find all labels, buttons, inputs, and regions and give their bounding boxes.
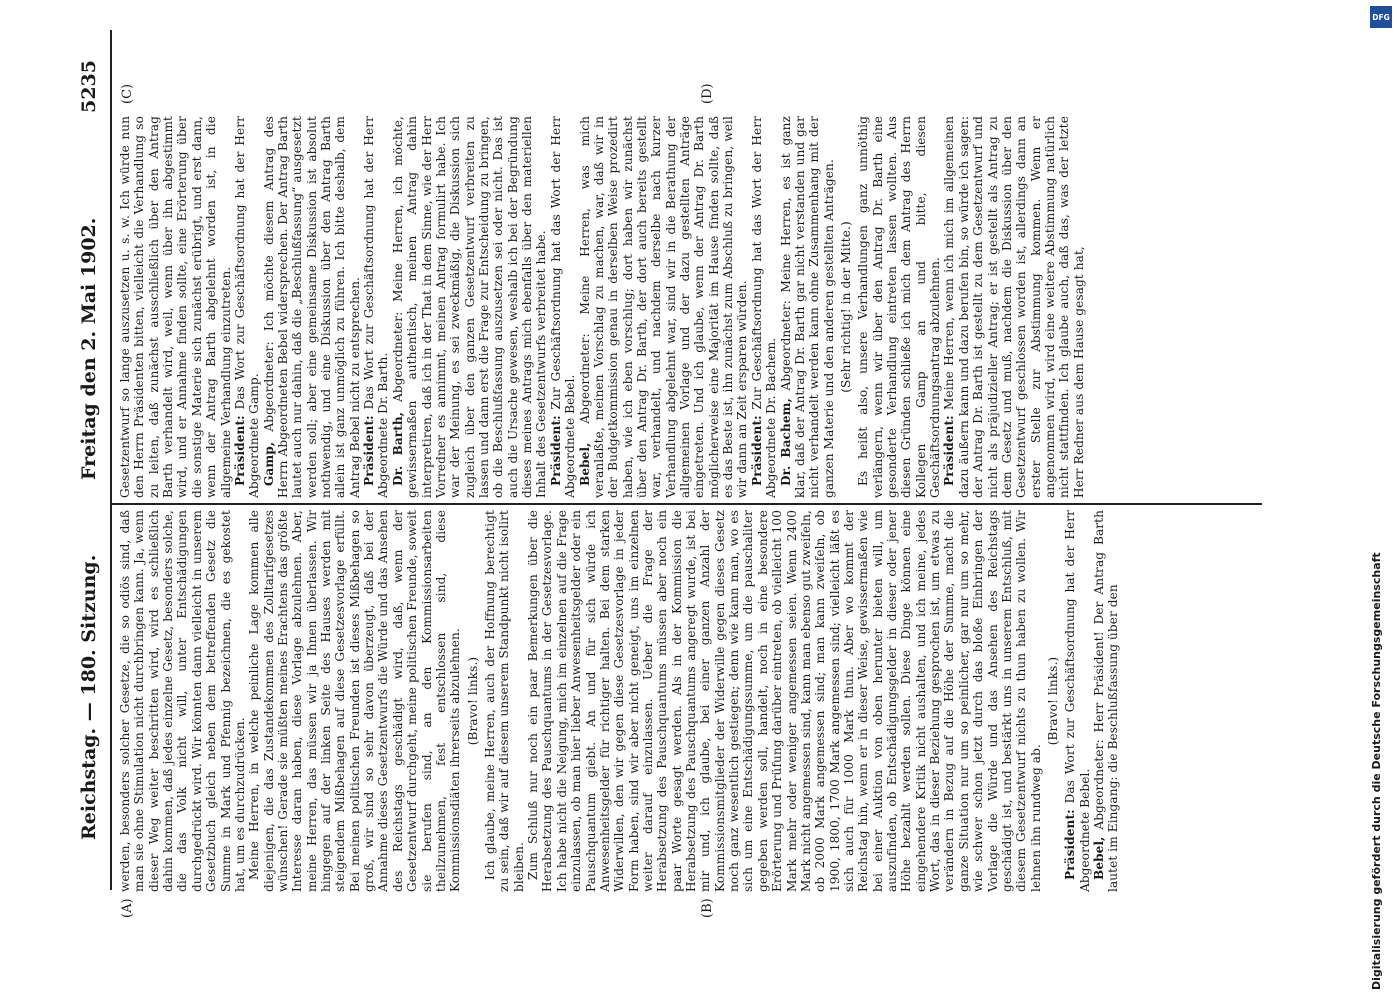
speaker-name: Dr. Bachem,	[778, 398, 793, 486]
paragraph	[839, 116, 853, 498]
margin-marker-c: (C)	[120, 83, 135, 104]
header-session-title: Reichstag. — 180. Sitzung.	[78, 554, 100, 840]
right-column	[118, 116, 1266, 498]
page-number: 5235	[78, 60, 100, 113]
paragraph-text: Ich glaube, meine Herren, auch der Hoffnung berechtigt zu sein, daß wir auf diesem unserem Standpunkt nicht isolirt bleiben.	[482, 510, 526, 892]
digitization-credit: Digitalisierung gefördert durch die Deutsche Forschungsgemeinschaft	[1370, 552, 1383, 990]
paragraph	[118, 116, 233, 498]
paragraph-text: (Bravo! links.)	[465, 656, 480, 746]
paragraph	[856, 116, 942, 498]
speaker-name: Präsident:	[548, 415, 563, 486]
speaker-name: Präsident:	[232, 415, 247, 486]
paragraph-text: Das Wort zur Geschäftsordnung hat der Herr Abgeordnete Dr. Barth.	[362, 116, 391, 498]
margin-marker-b: (B)	[700, 898, 715, 918]
left-column	[118, 510, 1266, 892]
paragraph-text: Es heißt also, unsere Verhandlungen ganz unnöthig verlängern, wenn wir über den Antrag Dr. Barth eine gesonderte Verhandlung eintreten lassen wollten. Aus diesen Gründen schließe ich mich dem Antrag des Herrn Kollegen Gamp an und bitte, diesen Geschäftsordnungsantrag abzulehnen.	[856, 116, 943, 498]
paragraph-text: Abgeordneter: Herr Präsident! Der Antrag Barth lautet im Eingang: die Beschlußfassung über den	[1092, 510, 1121, 892]
paragraph	[118, 510, 247, 892]
speaker-name: Gamp,	[261, 441, 276, 486]
paragraph	[1063, 510, 1092, 892]
paragraph-text: Abgeordneter: Ich möchte diesem Antrag des Herrn Abgeordneten Bebel widersprechen. Der Antrag Barth lautet auch nur dahin, daß die „Beschlußfassung“ ausgesetzt werden soll; aber eine gemeinsame Diskussion ist absolut nothwendig, und eine Diskussion über den Antrag Barth allein ist ganz unmöglich zu führen. Ich bitte deshalb, dem Antrag Bebel nicht zu entsprechen.	[261, 116, 362, 498]
paragraph	[942, 116, 1086, 498]
paragraph	[750, 116, 779, 498]
speaker-name: Präsident:	[749, 415, 764, 486]
margin-marker-d: (D)	[700, 83, 715, 104]
speaker-name: Dr. Barth,	[390, 411, 405, 486]
header-date: Freitag den 2. Mai 1902.	[78, 217, 100, 480]
paragraph	[466, 510, 480, 892]
paragraph-text: Meine Herren, wenn ich mich im allgemeinen dazu äußern kann und dazu berufen bin, so würde ich sagen: der Antrag Dr. Barth ist gestellt zu dem Gesetzentwurf und nicht als präjudizieller Antrag; er ist gestellt als Antrag zu dem Gesetz und muß, nachdem die Diskussion über den Gesetzentwurf geschlossen worden ist, allerdings dann an erster Stelle zur Abstimmung kommen. Wenn er angenommen wird, wird eine weitere Abstimmung natürlich nicht stattfinden. Ich glaube auch, daß das, was der letzte Herr Redner aus dem Hause gesagt hat,	[942, 116, 1086, 498]
paragraph	[578, 116, 750, 498]
paragraph	[247, 510, 462, 892]
paragraph-text: Abgeordneter: Meine Herren, ich möchte, gewissermaßen authentisch, meinen Antrag dahin interpretiren, daß ich in der That in dem Sinne, wie der Herr Vorredner es annimmt, meinen Antrag formulirt habe. Ich war der Meinung, es sei zweckmäßig, die Diskussion sich zugleich über den ganzen Gesetzentwurf verbreiten zu lassen und dann erst die Frage zur Entscheidung zu bringen, ob die Beschlußfassung auszusetzen sei oder nicht. Das ist auch die Ursache gewesen, weshalb ich bei der Begründung dieses meines Antrags mich ebenfalls über den materiellen Inhalt des Gesetzentwurfs verbreitet habe.	[390, 116, 549, 498]
page-header	[78, 40, 118, 960]
paragraph	[483, 510, 526, 892]
paragraph-text: Das Wort zur Geschäftsordnung hat der Herr Abgeordnete Gamp.	[232, 116, 262, 498]
paragraph-text: Abgeordneter: Meine Herren, es ist ganz klar, daß der Antrag Dr. Barth gar nicht verstanden und gar nicht verhandelt werden kann ohne Zusammenhang mit der ganzen Materie und den anderen gestellten Anträgen.	[778, 116, 836, 498]
column-divider	[112, 503, 1262, 505]
paragraph-text: Meine Herren, in welche peinliche Lage kommen alle diejenigen, die das Zustandekommen des Zolltarifgesetzes wünschen! Gerade sie müßten meines Erachtens das größte Interesse daran haben, diese Vorlage abzulehnen. Aber, meine Herren, das müssen wir ja Ihnen überlassen. Wir hingegen auf der linken Seite des Hauses werden mit steigendem Mißbehagen auf diese Gesetzesvorlage erfüllt. Bei meinen politischen Freunden ist dieses Mißbehagen so groß, wir sind so sehr davon überzeugt, daß bei der Annahme dieses Gesetzentwurfs die Würde und das Ansehen des Reichstags geschädigt wird, daß, wenn der Gesetzentwurf durchgeht, meine politischen Freunde, soweit sie berufen sind, an den Kommissionsarbeiten theilzunehmen, fest entschlossen sind, diese Kommissionsdiäten ihrerseits abzulehnen.	[247, 510, 463, 892]
paragraph	[391, 116, 549, 498]
paragraph-text: Zur Geschäftsordnung hat das Wort der Herr Abgeordnete Bebel.	[548, 116, 578, 498]
header-rule	[110, 30, 112, 890]
margin-marker-a: (A)	[120, 898, 135, 918]
paragraph-text: Gesetzentwurf so lange auszusetzen u. s. w. Ich würde nun den Herrn Präsidenten bitten, vielleicht die Verhandlung so zu leiten, daß zunächst ausschließlich über den Antrag Barth verhandelt wird, weil, wenn über ihn abgestimmt wird, und er Annahme finden sollte, eine Erörterung über die sonstige Materie sich zunächst erübrigt, und erst dann, wenn der Antrag Barth abgelehnt worden ist, in die allgemeine Verhandlung einzutreten.	[118, 116, 233, 498]
paragraph	[779, 116, 836, 498]
paragraph-text: Abgeordneter: Meine Herren, was mich veranlaßte, meinen Vorschlag zu machen, war, daß wir in der Budgetkommission genau in derselben Weise prozedirt haben, wie ich eben vorschlug; dort haben wir zunächst über den Antrag Dr. Barth, der dort auch bereits gestellt war, verhandelt, und nachdem derselbe nach kurzer Verhandlung abgelehnt war, sind wir in die Berathung der allgemeinen Vorlage und der dazu gestellten Anträge eingetreten. Und ich glaube, wenn der Antrag Dr. Barth möglicherweise eine Majorität im Hause finden sollte, daß es das Beste ist, ihn zunächst zum Abschluß zu bringen, weil wir dann an Zeit ersparen würden.	[577, 116, 750, 498]
paragraph	[362, 116, 391, 498]
speaker-name: Präsident:	[1063, 809, 1078, 880]
paragraph-text: Zur Geschäftsordnung hat das Wort der Herr Abgeordnete Dr. Bachem.	[749, 116, 779, 498]
paragraph-text: (Bravo! links.)	[1046, 656, 1060, 746]
paragraph	[262, 116, 363, 498]
paragraph	[1092, 510, 1121, 892]
paragraph	[549, 116, 578, 498]
paragraph-text: Zum Schluß nur noch ein paar Bemerkungen über die Herabsetzung des Pauschquantums in der Gesetzesvorlage. Ich habe nicht die Neigung, mich im einzelnen auf die Frage einzulassen, ob man hier lieber Anwesenheitsgelder oder ein Pauschquantum giebt. An und für sich würde ich Anwesenheitsgelder für richtiger halten. Bei dem starken Widerwillen, den wir gegen diese Gesetzesvorlage in jeder Form haben, sind wir aber nicht geneigt, uns im einzelnen weiter darauf einzulassen. Ueber die Frage der Herabsetzung des Pauschquantums müssen aber noch ein paar Worte gesagt werden. Als in der Kommission die Herabsetzung des Pauschquantums angeregt wurde, ist bei mir und, ich glaube, bei einer ganzen Anzahl der Kommissionsmitglieder der Widerwille gegen dieses Gesetz noch ganz wesentlich gestiegen; denn wie kann man, wo es sich um eine Entschädigungssumme, um die pauschaliter gegeben werden soll, handelt, noch in eine besondere Erörterung und Prüfung darüber eintreten, ob vielleicht 100 Mark mehr oder weniger angemessen seien. Wenn 2400 Mark nicht angemessen sind, kann man ebenso gut zweifeln, ob 2000 Mark angemessen sind; man kann zweifeln, ob 1900, 1800, 1700 Mark angemessen sind; vielleicht läßt es sich auch für 1000 Mark thun. Aber wo kommt der Reichstag hin, wenn er in dieser Weise, gewissermaßen wie bei einer Auktion von oben herunter bieten will, um auszufinden, ob Entschädigungsgelder in dieser oder jener Höhe bezahlt werden sollen. Diese Dinge können eine eingehendere Kritik nicht aushalten, und ich meine, jedes Wort, das in dieser Beziehung gesprochen ist, um etwas zu verändern in Bezug auf die Höhe der Summe, macht die ganze Situation nur um so peinlicher, gar nur um so mehr, wie schwer schon jetzt durch das bloße Einbringen der Vorlage die Würde und das Ansehen des Reichstags geschädigt ist, und bestärkt uns in unserem Entschluß, mit diesem Gesetzentwurf nichts zu thun haben zu wollen. Wir lehnen ihn rundweg ab.	[526, 510, 1043, 892]
speaker-name: Bebel,	[1092, 836, 1107, 880]
paragraph-text: (Sehr richtig! in der Mitte.)	[838, 221, 853, 393]
paragraph	[1046, 510, 1060, 892]
paragraph	[233, 116, 262, 498]
speaker-name: Präsident:	[942, 415, 957, 486]
paragraph-text: Das Wort zur Geschäftsordnung hat der Herr Abgeordnete Bebel.	[1063, 510, 1092, 892]
speaker-name: Präsident:	[362, 415, 377, 486]
paragraph-text: werden, besonders solcher Gesetze, die so odiös sind, daß man sie ohne Stimulation nicht durchbringen kann. Ja, wenn dieser Weg weiter beschritten wird, wird es schließlich dahin kommen, daß jedes einzelne Gesetz, besonders solche, die das Volk nicht will, unter Entschädigungen durchgedrückt wird. Wir könnten dann vielleicht in unserem Gesetzbuch gleich neben dem betreffenden Gesetz die Summe in Mark und Pfennig bezeichnen, die es gekostet hat, um es durchzudrücken.	[118, 510, 247, 892]
speaker-name: Bebel,	[577, 442, 592, 486]
dfg-logo: DFG	[1370, 6, 1392, 28]
paragraph	[526, 510, 1043, 892]
